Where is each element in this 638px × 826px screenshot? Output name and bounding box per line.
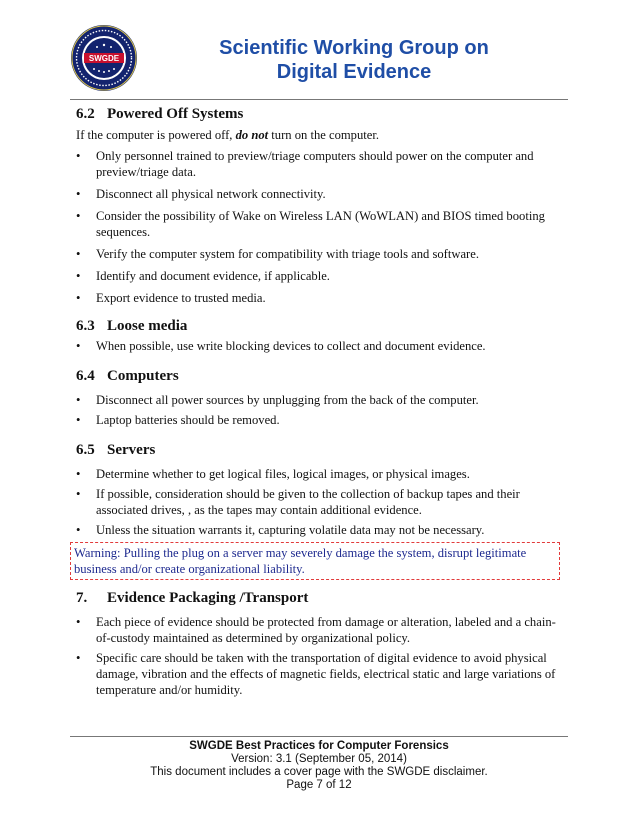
- bullet-list-7: [76, 614, 560, 698]
- list-item: • Each piece of evidence should be protected from damage or alteration, labeled and a chain-of-custody maintained as determined by organizational policy.: [76, 614, 560, 646]
- list-item: • Disconnect all power sources by unplugging from the back of the computer.: [76, 392, 560, 408]
- bullet-list-6-2: [76, 148, 560, 306]
- list-item: • Only personnel trained to preview/triage computers should power on the computer and preview/triage data.: [76, 148, 560, 180]
- footer-divider: [70, 736, 568, 737]
- footer-disclaimer: This document includes a cover page with the SWGDE disclaimer.: [150, 766, 488, 778]
- section-heading-6-5: [76, 440, 560, 460]
- section-heading-6-3: [76, 316, 560, 336]
- title-line-1: Scientific Working Group on: [219, 37, 489, 59]
- title-line-2: Digital Evidence: [276, 61, 432, 83]
- section-number: 6.4: [76, 368, 95, 384]
- page-footer: [70, 740, 568, 792]
- list-item: • Identify and document evidence, if applicable.: [76, 268, 560, 284]
- section-number: 6.5: [76, 442, 95, 458]
- section-number: 6.2: [76, 106, 95, 122]
- list-item: • If possible, consideration should be given to the collection of backup tapes and their associated drives, , as the tapes may contain additional evidence.: [76, 486, 560, 518]
- footer-title: SWGDE Best Practices for Computer Forensics: [189, 740, 449, 752]
- intro-text: If the computer is powered off,: [76, 128, 236, 142]
- svg-text:SWGDE: SWGDE: [88, 54, 120, 63]
- list-item: • Unless the situation warrants it, capturing volatile data may not be necessary.: [76, 522, 560, 538]
- section-title: Powered Off Systems: [107, 106, 244, 122]
- section-title: Evidence Packaging /Transport: [107, 590, 309, 606]
- footer-version: Version: 3.1 (September 05, 2014): [231, 753, 407, 765]
- section-number: 6.3: [76, 318, 95, 334]
- page-number: Page 7 of 12: [286, 779, 352, 791]
- list-item: • Disconnect all physical network connectivity.: [76, 186, 560, 202]
- section-heading-6-4: [76, 366, 560, 386]
- emphasis-text: do not: [235, 128, 269, 142]
- page-header: [70, 20, 568, 100]
- section-title: Computers: [107, 368, 179, 384]
- swgde-seal-logo: [70, 24, 138, 92]
- list-item: • Specific care should be taken with the transportation of digital evidence to avoid physical damage, vibration and the effects of magnetic fields, electrical static and large variations of temperature and/or humidity.: [76, 650, 560, 698]
- list-item: • Laptop batteries should be removed.: [76, 412, 560, 428]
- section-title: Servers: [107, 442, 156, 458]
- list-item: • Export evidence to trusted media.: [76, 290, 560, 306]
- list-item: • Verify the computer system for compatibility with triage tools and software.: [76, 246, 560, 262]
- intro-text-end: turn on the computer.: [268, 128, 380, 142]
- document-title: [140, 36, 568, 84]
- list-item: • Consider the possibility of Wake on Wireless LAN (WoWLAN) and BIOS timed booting sequences.: [76, 208, 560, 240]
- bullet-list-6-3: [76, 338, 560, 354]
- header-divider: [70, 99, 568, 100]
- section-heading-6-2: [76, 104, 560, 124]
- section-number: 7.: [76, 590, 88, 606]
- warning-box: Warning: Pulling the plug on a server may severely damage the system, disrupt legitimate business and/or create organizational liability.: [70, 542, 560, 580]
- section-heading-7: [76, 588, 560, 608]
- bullet-list-6-5: [76, 466, 560, 538]
- main-content: [76, 104, 560, 698]
- section-title: Loose media: [107, 318, 188, 334]
- bullet-list-6-4: [76, 392, 560, 428]
- list-item: • Determine whether to get logical files, logical images, or physical images.: [76, 466, 560, 482]
- section-intro: [76, 126, 560, 144]
- list-item: • When possible, use write blocking devices to collect and document evidence.: [76, 338, 560, 354]
